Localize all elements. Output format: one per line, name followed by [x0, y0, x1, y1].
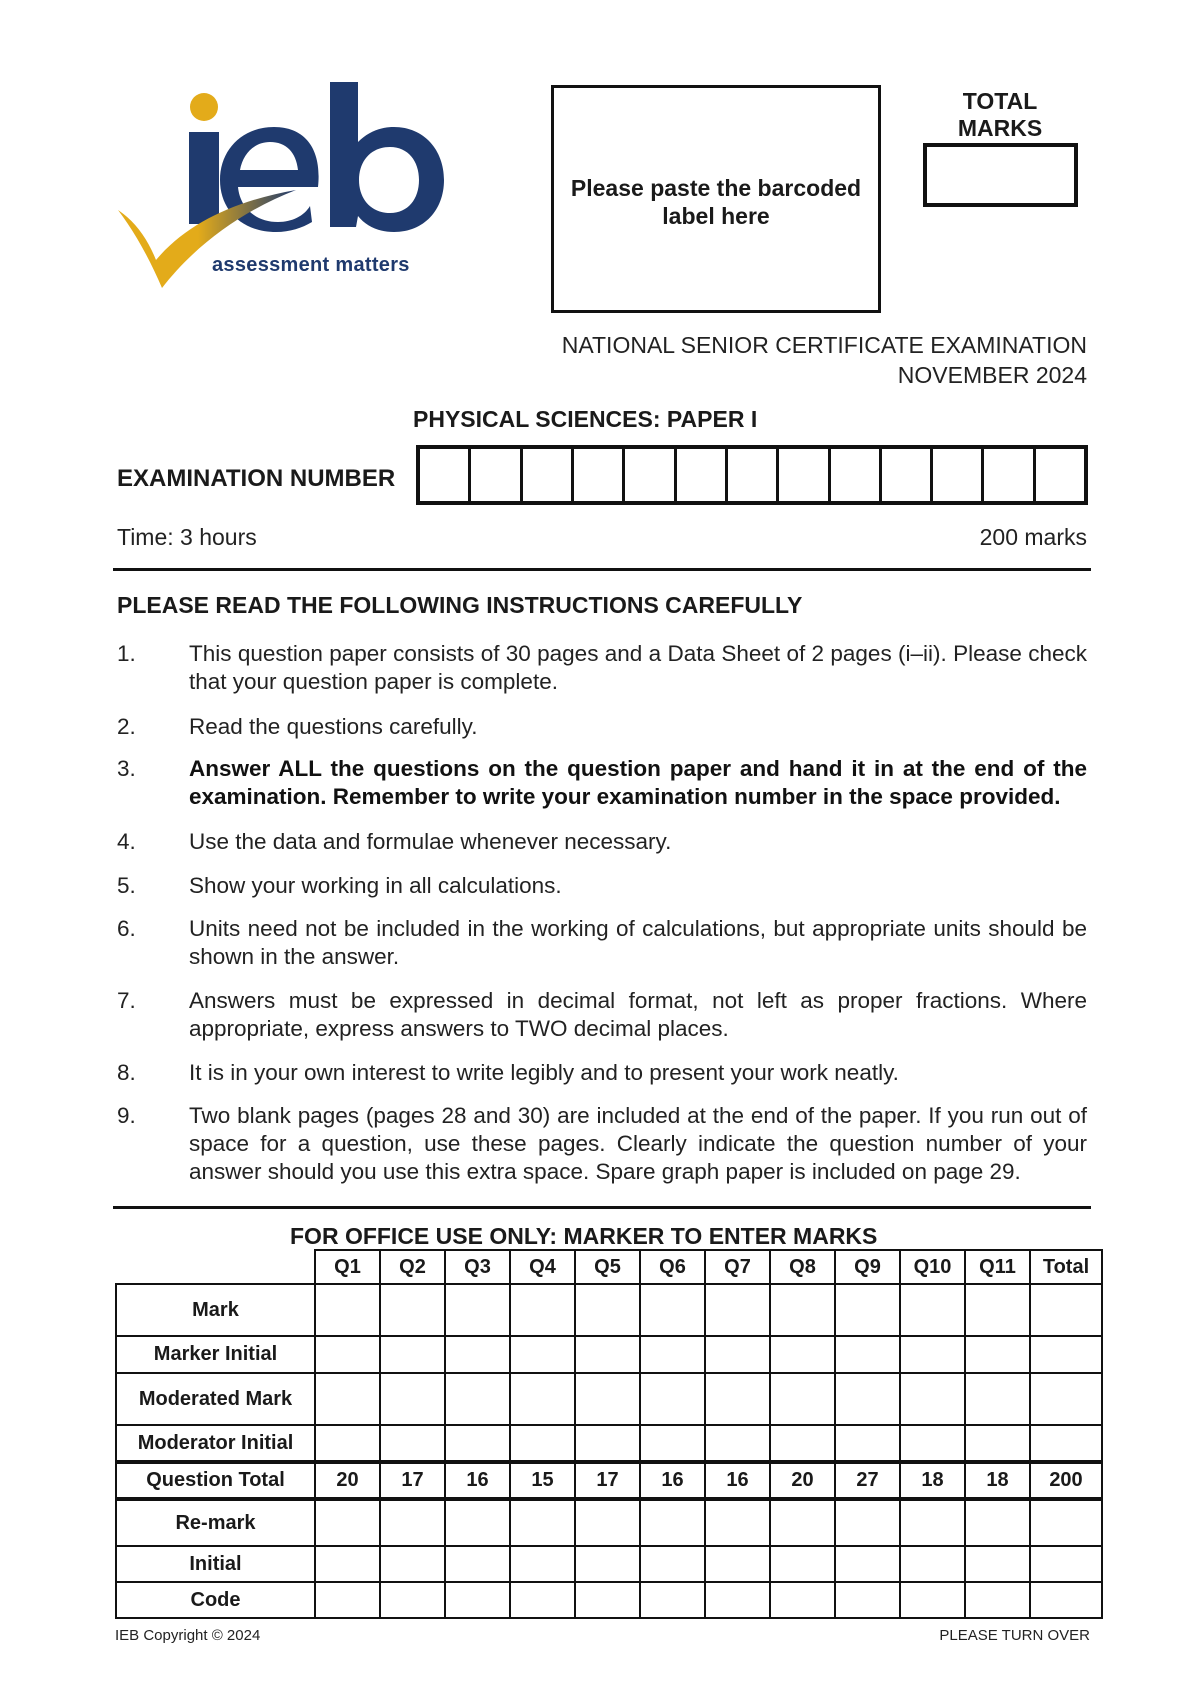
- instruction-item: [117, 1059, 1087, 1087]
- table-row: [116, 1373, 1102, 1425]
- mark-cell[interactable]: [705, 1582, 770, 1618]
- barcode-instruction: Please paste the barcoded label here: [570, 175, 862, 229]
- office-use-heading: FOR OFFICE USE ONLY: MARKER TO ENTER MARKS: [290, 1223, 878, 1249]
- total-marks-label: TOTAL MARKS: [957, 88, 1043, 141]
- exam-date: NOVEMBER 2024: [897, 362, 1087, 388]
- row-label: Question Total: [116, 1462, 315, 1499]
- instruction-text: Two blank pages (pages 28 and 30) are included at the end of the paper. If you run out of space for a question, use these pages. Clearly indicate the question number of your answer should you use this extra space. Spare graph paper is included on page 29.: [189, 1103, 1087, 1184]
- instruction-text: It is in your own interest to write legibly and to present your work neatly.: [189, 1060, 899, 1085]
- mark-cell[interactable]: [575, 1284, 640, 1336]
- mark-cell[interactable]: [900, 1582, 965, 1618]
- exam-number-cell[interactable]: [728, 449, 779, 501]
- mark-cell[interactable]: [705, 1499, 770, 1546]
- exam-duration: Time: 3 hours: [117, 524, 257, 550]
- instruction-text: Answers must be expressed in decimal format, not left as proper fractions. Where appropriate, express answers to TWO decimal places.: [189, 988, 1087, 1041]
- mark-cell[interactable]: [445, 1546, 510, 1582]
- exam-number-cell[interactable]: [574, 449, 625, 501]
- mark-cell[interactable]: [510, 1582, 575, 1618]
- mark-cell[interactable]: [1030, 1582, 1102, 1618]
- mark-cell[interactable]: [315, 1546, 380, 1582]
- exam-number-cell[interactable]: [420, 449, 471, 501]
- mark-cell[interactable]: [510, 1499, 575, 1546]
- exam-header: [562, 330, 1087, 390]
- instruction-text: Units need not be included in the working of calculations, but appropriate units should be shown in the answer.: [189, 916, 1087, 969]
- mark-cell[interactable]: [1030, 1284, 1102, 1336]
- mark-cell[interactable]: [770, 1336, 835, 1373]
- column-header: Q4: [510, 1250, 575, 1284]
- mark-cell[interactable]: [770, 1373, 835, 1425]
- mark-cell[interactable]: [640, 1582, 705, 1618]
- mark-cell[interactable]: [965, 1582, 1030, 1618]
- instruction-text: Use the data and formulae whenever necessary.: [189, 829, 672, 854]
- mark-cell[interactable]: [380, 1546, 445, 1582]
- instruction-item: [117, 915, 1087, 971]
- instruction-number: 9.: [117, 1103, 136, 1128]
- mark-cell[interactable]: [965, 1284, 1030, 1336]
- mark-cell[interactable]: [380, 1284, 445, 1336]
- mark-cell[interactable]: [965, 1499, 1030, 1546]
- mark-cell[interactable]: [705, 1425, 770, 1462]
- mark-cell[interactable]: [705, 1546, 770, 1582]
- question-total-value: 16: [445, 1462, 510, 1499]
- instruction-number: 5.: [117, 873, 136, 898]
- mark-cell[interactable]: [770, 1582, 835, 1618]
- instruction-item: [117, 828, 1087, 856]
- header-blank-cell: [116, 1250, 315, 1284]
- mark-cell[interactable]: [965, 1336, 1030, 1373]
- question-total-value: 16: [640, 1462, 705, 1499]
- row-label: Marker Initial: [116, 1336, 315, 1373]
- row-label: Mark: [116, 1284, 315, 1336]
- row-label: Re-mark: [116, 1499, 315, 1546]
- mark-cell[interactable]: [315, 1336, 380, 1373]
- instruction-item: [117, 987, 1087, 1043]
- mark-cell[interactable]: [640, 1373, 705, 1425]
- mark-cell[interactable]: [575, 1546, 640, 1582]
- instruction-text: Answer ALL the questions on the question paper and hand it in at the end of the examination. Remember to write your examination number in the space provided.: [189, 756, 1087, 809]
- mark-cell[interactable]: [770, 1425, 835, 1462]
- column-header: Q3: [445, 1250, 510, 1284]
- subject-title: PHYSICAL SCIENCES: PAPER I: [413, 406, 758, 432]
- mark-cell[interactable]: [835, 1546, 900, 1582]
- instruction-item: [117, 640, 1087, 696]
- mark-cell[interactable]: [1030, 1546, 1102, 1582]
- exam-total-marks: 200 marks: [979, 524, 1087, 550]
- mark-cell[interactable]: [510, 1373, 575, 1425]
- exam-number-cell[interactable]: [779, 449, 830, 501]
- mark-cell[interactable]: [770, 1499, 835, 1546]
- question-total-value: 17: [380, 1462, 445, 1499]
- mark-cell[interactable]: [965, 1546, 1030, 1582]
- question-total-value: 27: [835, 1462, 900, 1499]
- mark-cell[interactable]: [380, 1582, 445, 1618]
- mark-cell[interactable]: [640, 1546, 705, 1582]
- instruction-text: Show your working in all calculations.: [189, 873, 562, 898]
- mark-cell[interactable]: [510, 1336, 575, 1373]
- row-label: Code: [116, 1582, 315, 1618]
- mark-cell[interactable]: [965, 1425, 1030, 1462]
- question-total-value: 20: [770, 1462, 835, 1499]
- question-total-value: 15: [510, 1462, 575, 1499]
- question-total-value: 16: [705, 1462, 770, 1499]
- mark-cell[interactable]: [835, 1425, 900, 1462]
- question-total-value: 20: [315, 1462, 380, 1499]
- exam-number-label: EXAMINATION NUMBER: [117, 465, 396, 492]
- mark-cell[interactable]: [445, 1582, 510, 1618]
- mark-cell[interactable]: [640, 1284, 705, 1336]
- table-row: [116, 1284, 1102, 1336]
- mark-cell[interactable]: [380, 1425, 445, 1462]
- column-header: Q1: [315, 1250, 380, 1284]
- mark-cell[interactable]: [835, 1336, 900, 1373]
- instruction-number: 1.: [117, 641, 136, 666]
- column-header: Q8: [770, 1250, 835, 1284]
- mark-cell[interactable]: [705, 1373, 770, 1425]
- exam-number-cell[interactable]: [471, 449, 522, 501]
- mark-cell[interactable]: [770, 1546, 835, 1582]
- exam-number-cell[interactable]: [625, 449, 676, 501]
- turn-over-footer: PLEASE TURN OVER: [939, 1627, 1090, 1644]
- mark-cell[interactable]: [900, 1425, 965, 1462]
- exam-number-grid[interactable]: [416, 445, 1088, 505]
- column-header: Q9: [835, 1250, 900, 1284]
- instruction-number: 2.: [117, 714, 136, 739]
- mark-cell[interactable]: [835, 1582, 900, 1618]
- exam-number-cell[interactable]: [882, 449, 933, 501]
- mark-cell[interactable]: [445, 1284, 510, 1336]
- exam-number-cell[interactable]: [984, 449, 1035, 501]
- row-label: Moderated Mark: [116, 1373, 315, 1425]
- instruction-text: This question paper consists of 30 pages and a Data Sheet of 2 pages (i–ii). Please check that your question paper is complete.: [189, 641, 1087, 694]
- column-header: Q11: [965, 1250, 1030, 1284]
- barcode-label-box: [551, 85, 881, 313]
- table-row: [116, 1546, 1102, 1582]
- mark-cell[interactable]: [445, 1336, 510, 1373]
- column-header: Q6: [640, 1250, 705, 1284]
- total-marks-box[interactable]: [923, 143, 1078, 207]
- divider: [113, 568, 1091, 571]
- mark-cell[interactable]: [640, 1425, 705, 1462]
- mark-cell[interactable]: [315, 1425, 380, 1462]
- mark-cell[interactable]: [1030, 1425, 1102, 1462]
- instruction-number: 8.: [117, 1060, 136, 1085]
- row-label: Initial: [116, 1546, 315, 1582]
- mark-cell[interactable]: [445, 1425, 510, 1462]
- exam-number-cell[interactable]: [1036, 449, 1084, 501]
- mark-cell[interactable]: [315, 1284, 380, 1336]
- instruction-number: 6.: [117, 916, 136, 941]
- mark-cell[interactable]: [575, 1373, 640, 1425]
- marks-table: [115, 1249, 1103, 1619]
- table-row: [116, 1499, 1102, 1546]
- column-header: Total: [1030, 1250, 1102, 1284]
- instruction-number: 4.: [117, 829, 136, 854]
- mark-cell[interactable]: [835, 1284, 900, 1336]
- mark-cell[interactable]: [315, 1373, 380, 1425]
- mark-cell[interactable]: [900, 1546, 965, 1582]
- mark-cell[interactable]: [900, 1499, 965, 1546]
- mark-cell[interactable]: [705, 1284, 770, 1336]
- mark-cell[interactable]: [835, 1499, 900, 1546]
- mark-cell[interactable]: [900, 1373, 965, 1425]
- instruction-number: 3.: [117, 756, 136, 781]
- exam-title: NATIONAL SENIOR CERTIFICATE EXAMINATION: [561, 332, 1087, 358]
- copyright-footer: IEB Copyright © 2024: [115, 1627, 261, 1644]
- instruction-number: 7.: [117, 988, 136, 1013]
- exam-number-cell[interactable]: [831, 449, 882, 501]
- table-row: [116, 1336, 1102, 1373]
- instruction-item: [117, 713, 1087, 741]
- mark-cell[interactable]: [835, 1373, 900, 1425]
- mark-cell[interactable]: [770, 1284, 835, 1336]
- table-row: [116, 1582, 1102, 1618]
- instructions-heading: PLEASE READ THE FOLLOWING INSTRUCTIONS CAREFULLY: [117, 592, 803, 618]
- question-total-value: 18: [900, 1462, 965, 1499]
- row-label: Moderator Initial: [116, 1425, 315, 1462]
- exam-number-cell[interactable]: [933, 449, 984, 501]
- column-header: Q2: [380, 1250, 445, 1284]
- mark-cell[interactable]: [575, 1336, 640, 1373]
- instruction-item: [117, 872, 1087, 900]
- question-total-value: 17: [575, 1462, 640, 1499]
- mark-cell[interactable]: [965, 1373, 1030, 1425]
- mark-cell[interactable]: [510, 1546, 575, 1582]
- instruction-item: [117, 1102, 1087, 1186]
- mark-cell[interactable]: [380, 1373, 445, 1425]
- mark-cell[interactable]: [1030, 1336, 1102, 1373]
- question-total-row: [116, 1462, 1102, 1499]
- mark-cell[interactable]: [380, 1499, 445, 1546]
- mark-cell[interactable]: [380, 1336, 445, 1373]
- mark-cell[interactable]: [315, 1582, 380, 1618]
- mark-cell[interactable]: [640, 1336, 705, 1373]
- mark-cell[interactable]: [510, 1425, 575, 1462]
- column-header: Q5: [575, 1250, 640, 1284]
- marks-table-header: [116, 1250, 1102, 1284]
- mark-cell[interactable]: [575, 1582, 640, 1618]
- exam-number-cell[interactable]: [523, 449, 574, 501]
- logo-tagline: assessment matters: [212, 254, 410, 276]
- question-total-value: 18: [965, 1462, 1030, 1499]
- column-header: Q7: [705, 1250, 770, 1284]
- mark-cell[interactable]: [900, 1336, 965, 1373]
- mark-cell[interactable]: [900, 1284, 965, 1336]
- divider: [113, 1206, 1091, 1209]
- question-total-value: 200: [1030, 1462, 1102, 1499]
- exam-number-cell[interactable]: [677, 449, 728, 501]
- mark-cell[interactable]: [575, 1499, 640, 1546]
- mark-cell[interactable]: [1030, 1499, 1102, 1546]
- mark-cell[interactable]: [510, 1284, 575, 1336]
- mark-cell[interactable]: [445, 1373, 510, 1425]
- mark-cell[interactable]: [575, 1425, 640, 1462]
- instruction-item: [117, 755, 1087, 811]
- mark-cell[interactable]: [1030, 1373, 1102, 1425]
- mark-cell[interactable]: [705, 1336, 770, 1373]
- mark-cell[interactable]: [640, 1499, 705, 1546]
- instruction-text: Read the questions carefully.: [189, 714, 478, 739]
- column-header: Q10: [900, 1250, 965, 1284]
- table-row: [116, 1425, 1102, 1462]
- mark-cell[interactable]: [315, 1499, 380, 1546]
- mark-cell[interactable]: [445, 1499, 510, 1546]
